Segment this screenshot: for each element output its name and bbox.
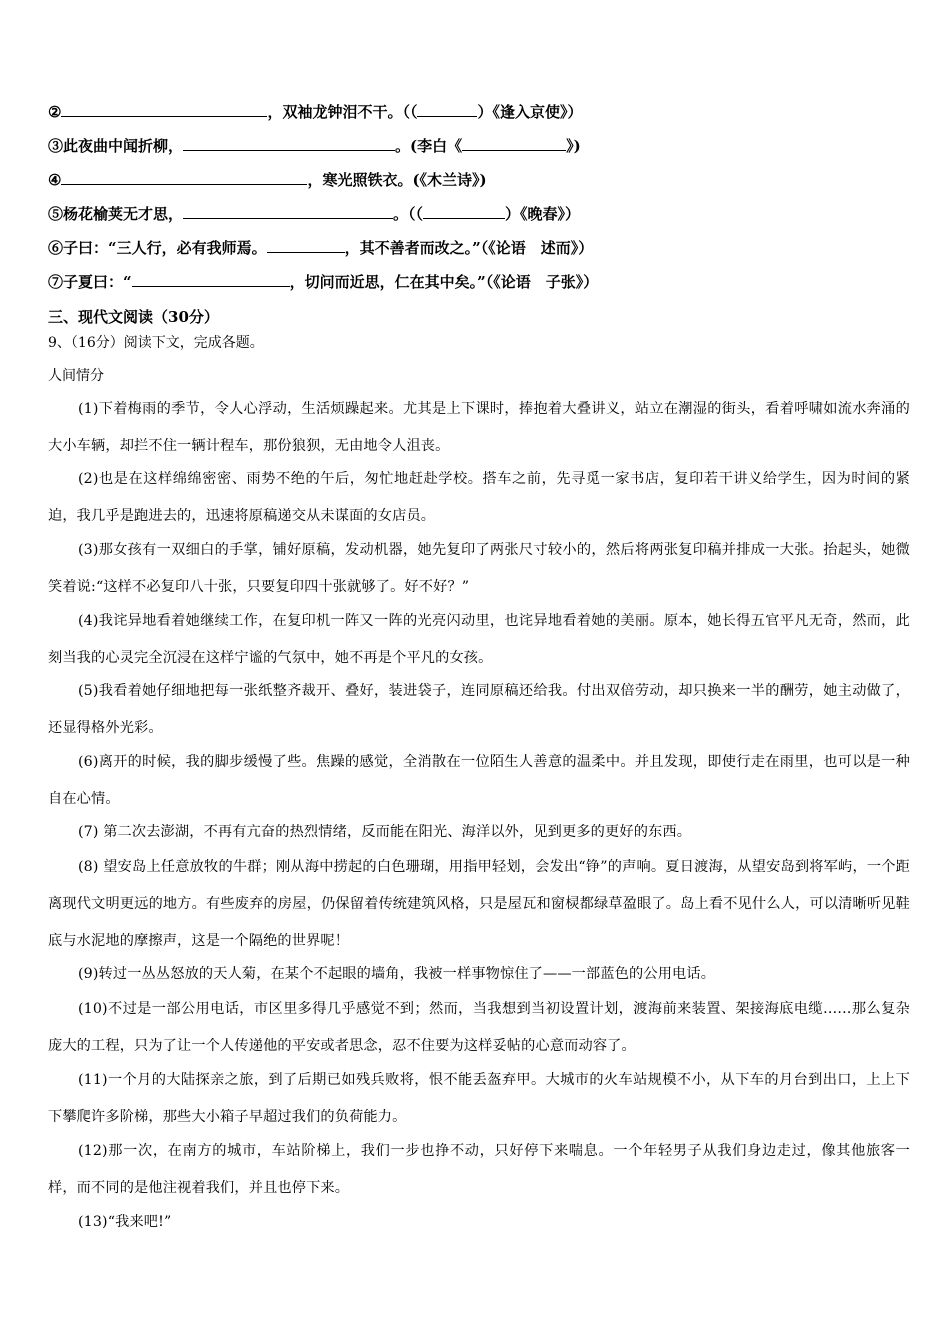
poem-item-4: ④ ，寒光照铁衣。(《木兰诗》) <box>48 171 487 189</box>
item-number: ⑦ <box>48 273 64 291</box>
paragraph-5: (5)我看着她仔细地把每一张纸整齐裁开、叠好，装进袋子，连同原稿还给我。付出双倍劳动，却只换来一半的酬劳，她主动做了，还显得格外光彩。 <box>48 683 910 736</box>
item-number: ⑤ <box>48 205 64 223</box>
item-number: ④ <box>48 171 62 189</box>
paragraph-8: (8) 望安岛上任意放牧的牛群；刚从海中捞起的白色珊瑚，用指甲轻划，会发出“铮”的声响。夏日渡海，从望安岛到将军屿，一个距离现代文明更远的地方。有些废弃的房屋，仍保留着传统建筑风格，只是屋瓦和窗棂都绿草盈眼了。岛上看不见什么人，可以清晰听见鞋底与水泥地的摩擦声，这是一个隔绝的世界呢！ <box>48 859 910 949</box>
item-number: ⑥ <box>48 239 64 257</box>
article-title: 人间情分 <box>48 368 104 384</box>
paragraph-3: (3)那女孩有一双细白的手掌，铺好原稿，发动机器，她先复印了两张尺寸较小的，然后将两张复印稿并排成一大张。抬起头，她微笑着说:“这样不必复印八十张，只要复印四十张就够了。好不好？” <box>48 542 910 595</box>
answer-blank[interactable] <box>61 170 307 185</box>
answer-blank[interactable] <box>423 204 505 219</box>
question-prompt: 9、（16分）阅读下文，完成各题。 <box>48 335 264 351</box>
poem-item-6: ⑥子曰：“三人行，必有我师焉。 ，其不善者而改之。”（《论语 述而》） <box>48 239 594 257</box>
paragraph-10: (10)不过是一部公用电话，市区里多得几乎感觉不到；然而，当我想到当初设置计划，渡海前来装置、架接海底电缆……那么复杂庞大的工程，只为了让一个人传递他的平安或者思念，忍不住要为这样妥帖的心意而动容了。 <box>48 1001 910 1054</box>
answer-blank[interactable] <box>183 204 393 219</box>
answer-blank[interactable] <box>462 136 566 151</box>
paragraph-1: (1)下着梅雨的季节，令人心浮动，生活烦躁起来。尤其是上下课时，捧抱着大叠讲义，站立在潮湿的街头，看着呼啸如流水奔涌的大小车辆，却拦不住一辆计程车，那份狼狈，无由地令人沮丧。 <box>48 401 910 454</box>
poem-item-5: ⑤杨花榆荚无才思， 。（（ ）《晚春》） <box>48 205 581 223</box>
poem-item-3: ③此夜曲中闻折柳， 。(李白《 》) <box>48 137 581 155</box>
section-title: 三、现代文阅读（30分） <box>48 308 219 326</box>
paragraph-4: (4)我诧异地看着她继续工作，在复印机一阵又一阵的光亮闪动里，也诧异地看着她的美丽。原本，她长得五官平凡无奇，然而，此刻当我的心灵完全沉浸在这样宁谧的气氛中，她不再是个平凡的女孩。 <box>48 613 910 666</box>
paragraph-9: (9)转过一丛丛怒放的天人菊，在某个不起眼的墙角，我被一样事物惊住了——一部蓝色的公用电话。 <box>78 966 716 982</box>
answer-blank[interactable] <box>183 136 395 151</box>
poem-item-7: ⑦子夏曰：“ ，切问而近思，仁在其中矣。”（《论语 子张》） <box>48 273 599 291</box>
paragraph-7: (7) 第二次去澎湖，不再有亢奋的热烈情绪，反而能在阳光、海洋以外，见到更多的更好的东西。 <box>78 824 692 840</box>
answer-blank[interactable] <box>417 102 477 117</box>
paragraph-6: (6)离开的时候，我的脚步缓慢了些。焦躁的感觉，全消散在一位陌生人善意的温柔中。并且发现，即使行走在雨里，也可以是一种自在心情。 <box>48 754 910 807</box>
paragraph-11: (11)一个月的大陆探亲之旅，到了后期已如残兵败将，恨不能丢盔弃甲。大城市的火车站规模不小，从下车的月台到出口，上上下下攀爬许多阶梯，那些大小箱子早超过我们的负荷能力。 <box>48 1072 910 1125</box>
answer-blank[interactable] <box>61 102 267 117</box>
answer-blank[interactable] <box>267 238 345 253</box>
paragraph-2: (2)也是在这样绵绵密密、雨势不绝的午后，匆忙地赶赴学校。搭车之前，先寻觅一家书店，复印若干讲义给学生，因为时间的紧迫，我几乎是跑进去的，迅速将原稿递交从未谋面的女店员。 <box>48 471 910 524</box>
paragraph-13: (13)“我来吧!” <box>78 1214 172 1230</box>
answer-blank[interactable] <box>132 272 290 287</box>
paragraph-12: (12)那一次，在南方的城市，车站阶梯上，我们一步也挣不动，只好停下来喘息。一个年轻男子从我们身边走过，像其他旅客一样，而不同的是他注视着我们，并且也停下来。 <box>48 1143 910 1196</box>
item-number: ② <box>48 103 62 121</box>
poem-item-2: ② ，双袖龙钟泪不干。（（ ）《逢入京使》） <box>48 103 583 121</box>
item-number: ③ <box>48 137 64 155</box>
